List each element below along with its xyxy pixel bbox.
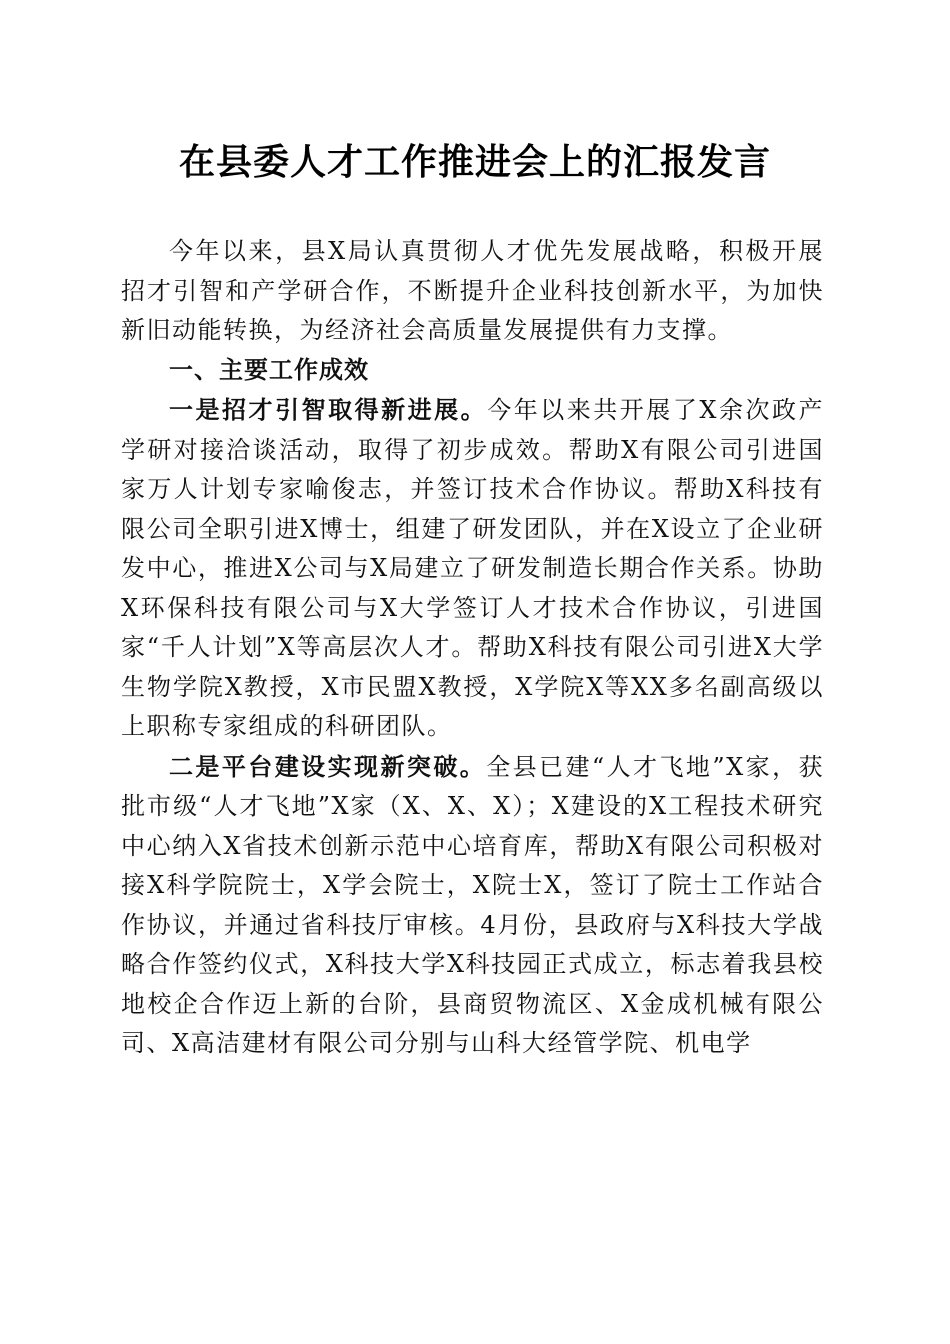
item-two-lead: 二是平台建设实现新突破。 (169, 751, 487, 781)
document-title: 在县委人才工作推进会上的汇报发言 (178, 141, 771, 183)
section-heading: 一、主要工作成效 (169, 355, 369, 384)
item-one-lead: 一是招才引智取得新进展。 (169, 395, 488, 424)
item-one-paragraph (121, 390, 824, 747)
item-two-paragraph (121, 747, 824, 1064)
document-body (121, 232, 824, 1064)
item-one-text: 今年以来共开展了X余次政产学研对接洽谈活动，取得了初步成效。帮助X有限公司引进国家万人计划专家喻俊志，并签订技术合作协议。帮助X科技有限公司全职引进X博士，组建了研发团队，并在X设立了企业研发中心，推进X公司与X局建立了研发制造长期合作关系。协助X环保科技有限公司与X大学签订人才技术合作协议，引进国家“千人计划”X等高层次人才。帮助X科技有限公司引进X大学生物学院X教授，X市民盟X教授，X学院X等XX多名副高级以上职称专家组成的科研团队。 (121, 396, 824, 740)
intro-paragraph: 今年以来，县X局认真贯彻人才优先发展战略，积极开展招才引智和产学研合作，不断提升企业科技创新水平，为加快新旧动能转换，为经济社会高质量发展提供有力支撑。 (121, 237, 824, 344)
item-two-text: 全县已建“人才飞地”X家，获批市级“人才飞地”X家（X、X、X）；X建设的X工程技术研究中心纳入X省技术创新示范中心培育库，帮助X有限公司积极对接X科学院院士，X学会院士，X院士X，签订了院士工作站合作协议，并通过省科技厅审核。4月份，县政府与X科技大学战略合作签约仪式，X科技大学X科技园正式成立，标志着我县校地校企合作迈上新的台阶，县商贸物流区、X金成机械有限公司、X高洁建材有限公司分别与山科大经管学院、机电学 (121, 752, 824, 1057)
